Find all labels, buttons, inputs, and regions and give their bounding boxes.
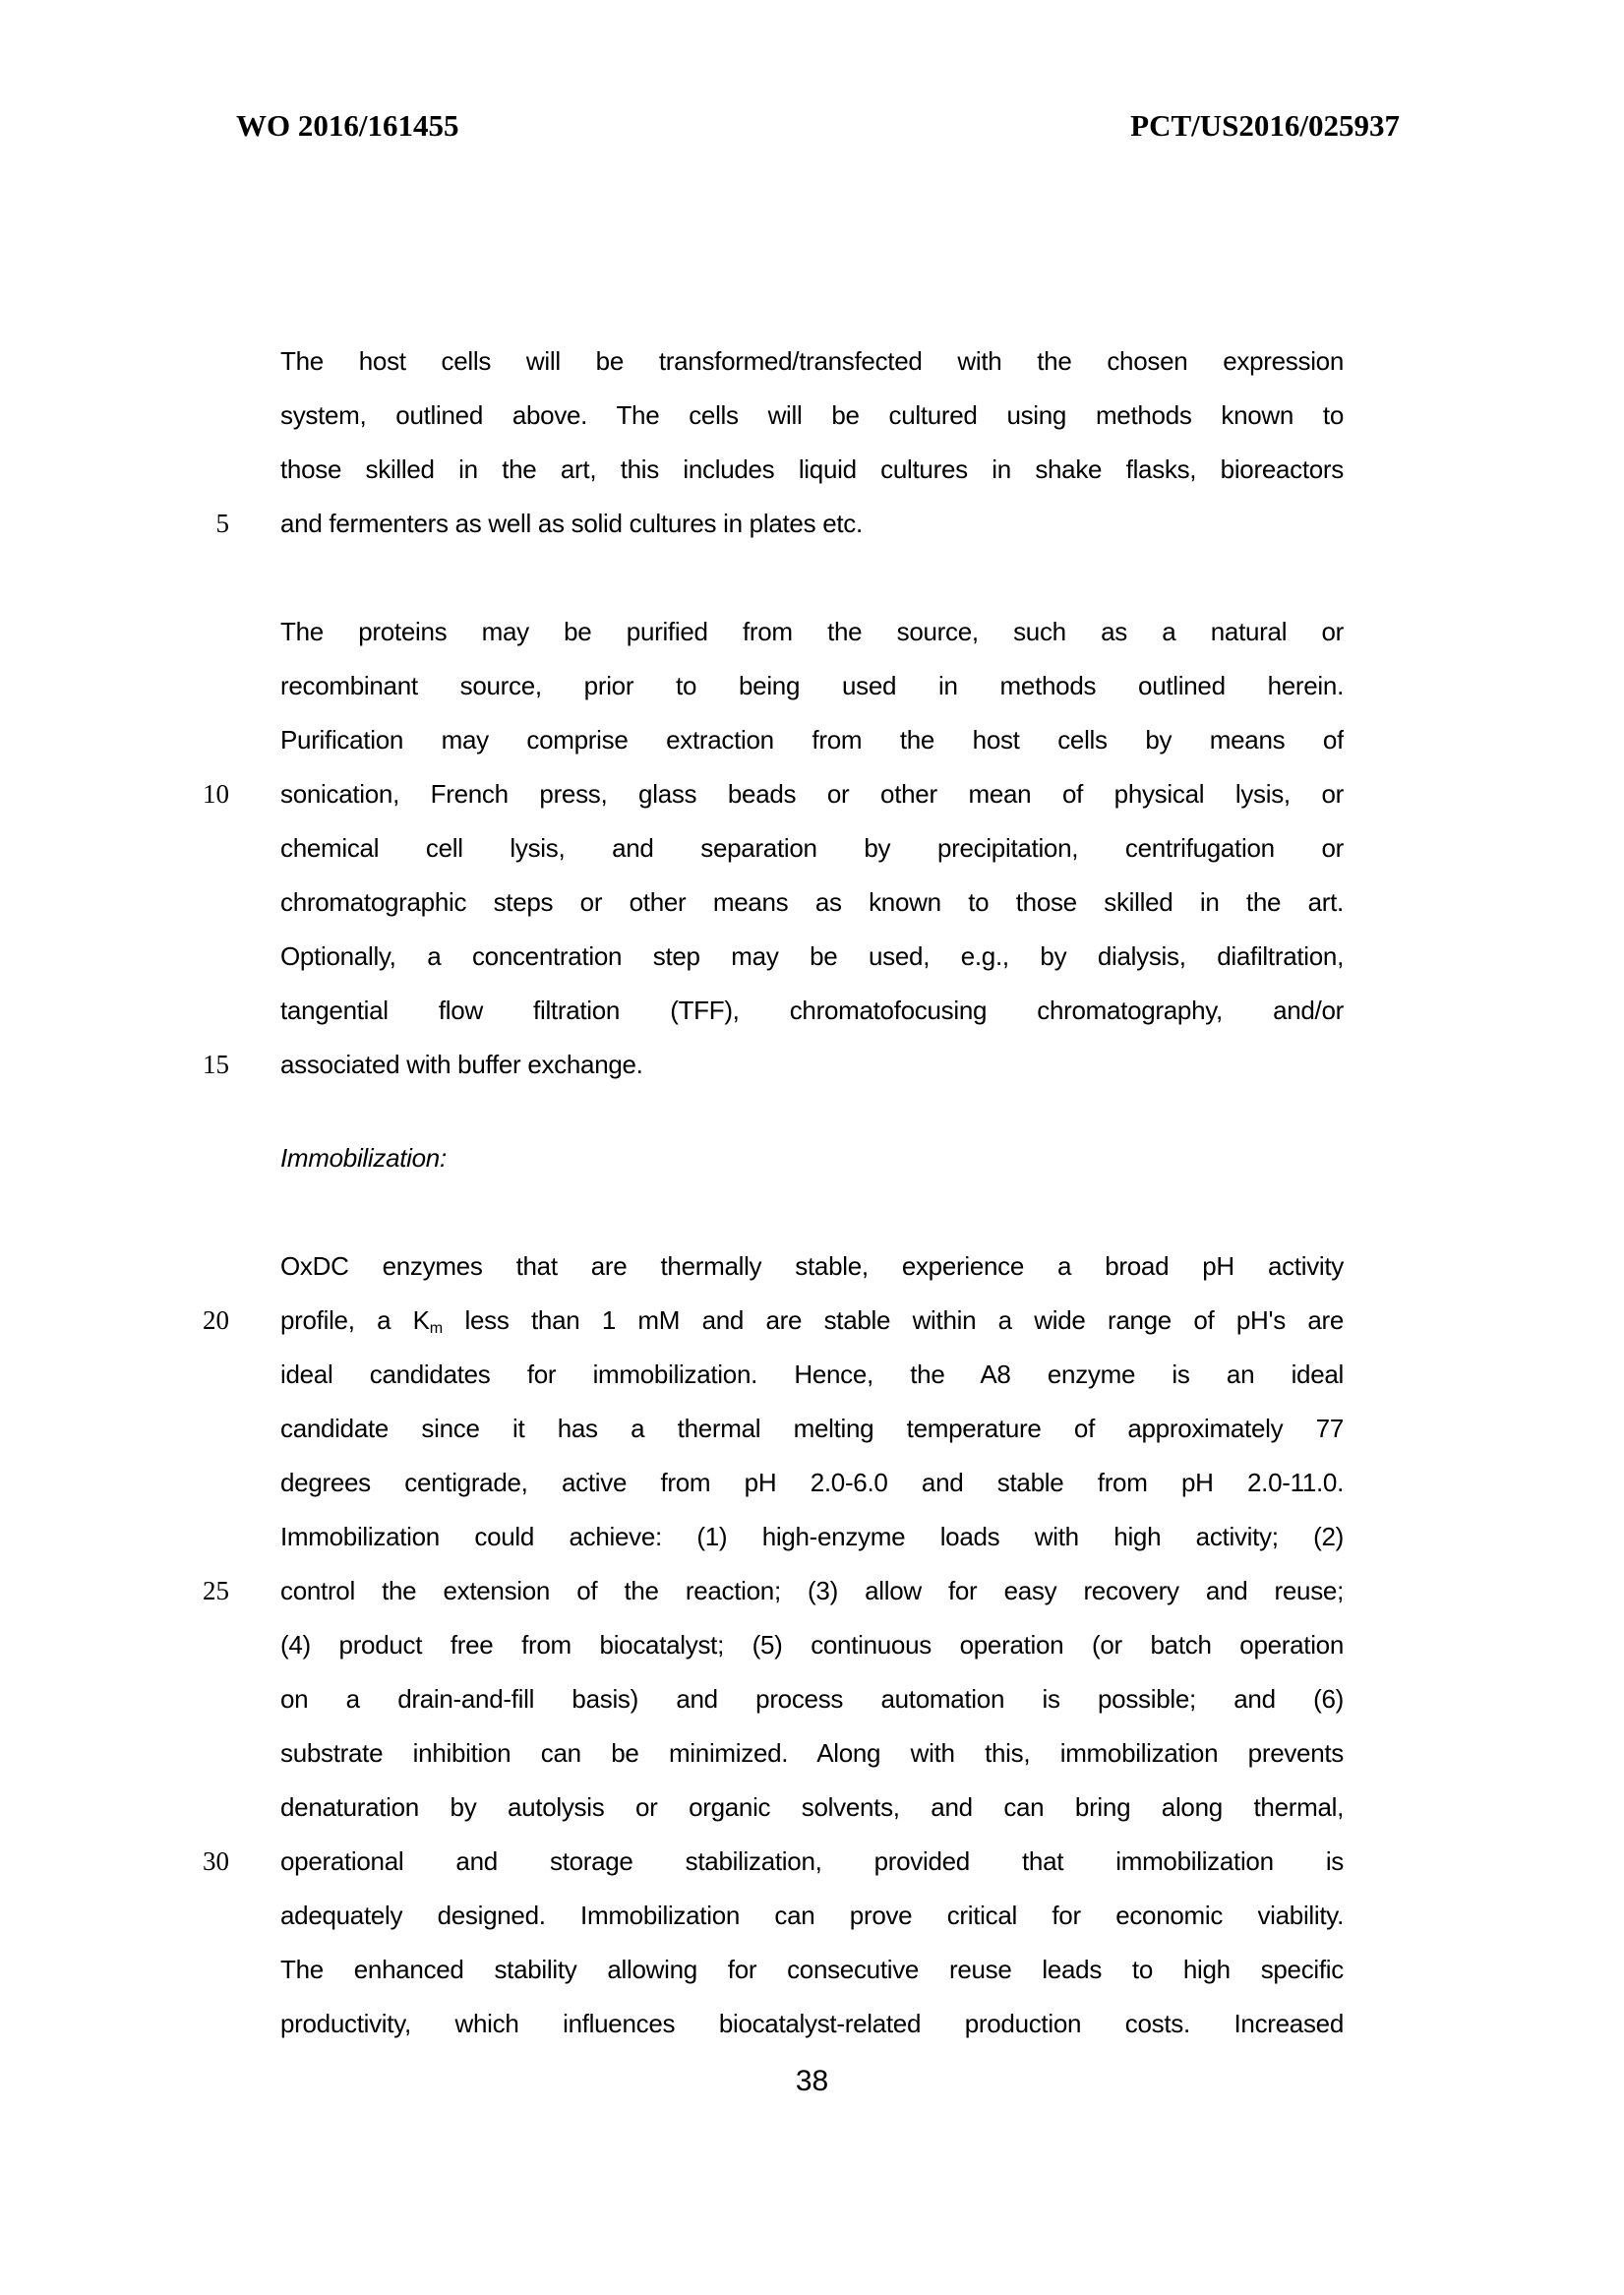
text-line — [280, 1294, 1344, 1348]
text-line-row — [148, 1239, 1344, 1294]
text-line: OxDC enzymes that are thermally stable, experience a broad pH activity — [280, 1251, 1344, 1281]
page-number-footer: 38 — [795, 2065, 829, 2097]
line-number — [148, 984, 280, 1038]
publication-number: WO 2016/161455 — [236, 108, 459, 143]
text-line: degrees centigrade, active from pH 2.0-6.0 and stable from pH 2.0-11.0. — [280, 1468, 1344, 1497]
line-number: 15 — [203, 1050, 229, 1079]
text-line-row — [148, 713, 1344, 767]
line-number — [148, 443, 280, 497]
text-line: denaturation by autolysis or organic solvents, and can bring along thermal, — [280, 1792, 1344, 1822]
text-line-row — [148, 1348, 1344, 1402]
text-line-row — [148, 1510, 1344, 1564]
line-number — [148, 1618, 280, 1672]
text-line-row — [148, 1943, 1344, 1997]
line-number — [148, 1239, 280, 1294]
text-line-row — [148, 1131, 1344, 1185]
text-line: The enhanced stability allowing for consecutive reuse leads to high specific — [280, 1955, 1344, 1984]
text-line-row — [148, 334, 1344, 389]
line-number: 5 — [215, 509, 229, 538]
line-number — [148, 1348, 280, 1402]
line-number — [148, 821, 280, 876]
text-line: system, outlined above. The cells will be cultured using methods known to — [280, 400, 1344, 430]
line-number: 30 — [203, 1846, 229, 1876]
text-line: productivity, which influences biocatalyst-related production costs. Increased — [280, 2009, 1344, 2038]
text-line-row — [148, 1564, 1344, 1618]
line-number — [148, 605, 280, 659]
line-number — [148, 713, 280, 767]
text-line-row — [148, 497, 1344, 551]
text-line: Optionally, a concentration step may be used, e.g., by dialysis, diafiltration, — [280, 941, 1344, 971]
text-line-row — [148, 389, 1344, 443]
text-line-row — [148, 1456, 1344, 1510]
application-number: PCT/US2016/025937 — [1130, 108, 1400, 143]
section-heading-block — [148, 1131, 1344, 1185]
line-number — [148, 1510, 280, 1564]
line-number — [148, 389, 280, 443]
paragraph-block — [148, 334, 1344, 551]
line-number — [148, 1889, 280, 1943]
text-line: candidate since it has a thermal melting temperature of approximately 77 — [280, 1414, 1344, 1443]
text-line-row — [148, 1672, 1344, 1726]
text-line-row — [148, 1889, 1344, 1943]
text-line-row — [148, 659, 1344, 713]
line-number — [148, 1402, 280, 1456]
line-number: 25 — [203, 1576, 229, 1605]
line-number — [148, 334, 280, 389]
text-line: chemical cell lysis, and separation by precipitation, centrifugation or — [280, 833, 1344, 863]
line-number: 10 — [203, 779, 229, 809]
paragraph-block — [148, 605, 1344, 1092]
text-line: substrate inhibition can be minimized. Along with this, immobilization prevents — [280, 1738, 1344, 1768]
text-line: tangential flow filtration (TFF), chromatofocusing chromatography, and/or — [280, 996, 1344, 1025]
text-line: and fermenters as well as solid cultures in plates etc. — [280, 509, 863, 538]
line-number — [148, 1672, 280, 1726]
line-number — [148, 876, 280, 930]
text-line-row — [148, 1402, 1344, 1456]
text-line: sonication, French press, glass beads or other mean of physical lysis, or — [280, 779, 1344, 809]
text-line-row — [148, 1038, 1344, 1092]
text-line: recombinant source, prior to being used in methods outlined herein. — [280, 671, 1344, 700]
text-line: those skilled in the art, this includes liquid cultures in shake flasks, bioreactors — [280, 454, 1344, 484]
text-line-row — [148, 930, 1344, 984]
text-line: (4) product free from biocatalyst; (5) continuous operation (or batch operation — [280, 1630, 1344, 1660]
text-line: associated with buffer exchange. — [280, 1050, 643, 1079]
text-line-row — [148, 1781, 1344, 1835]
text-line-row — [148, 605, 1344, 659]
line-number — [148, 1997, 280, 2051]
text-line: ideal candidates for immobilization. Hence, the A8 enzyme is an ideal — [280, 1359, 1344, 1389]
line-number — [148, 1131, 280, 1185]
text-line-row — [148, 984, 1344, 1038]
text-line: operational and storage stabilization, provided that immobilization is — [280, 1846, 1344, 1876]
text-line-row — [148, 767, 1344, 821]
text-line: chromatographic steps or other means as known to those skilled in the art. — [280, 887, 1344, 917]
text-line: Immobilization could achieve: (1) high-enzyme loads with high activity; (2) — [280, 1522, 1344, 1551]
text-segment: profile, a K — [280, 1305, 430, 1335]
line-number — [148, 1781, 280, 1835]
text-line-row — [148, 1835, 1344, 1889]
line-number — [148, 1943, 280, 1997]
line-number: 20 — [203, 1305, 229, 1335]
text-line-row — [148, 876, 1344, 930]
line-number — [148, 1726, 280, 1781]
text-line: control the extension of the reaction; (3) allow for easy recovery and reuse; — [280, 1576, 1344, 1605]
text-line: on a drain-and-fill basis) and process automation is possible; and (6) — [280, 1684, 1344, 1714]
text-line-row — [148, 1294, 1344, 1348]
text-line: Purification may comprise extraction from the host cells by means of — [280, 725, 1344, 755]
text-line: adequately designed. Immobilization can prove critical for economic viability. — [280, 1901, 1344, 1930]
line-number — [148, 659, 280, 713]
paragraph-block — [148, 1239, 1344, 2051]
text-line-row — [148, 821, 1344, 876]
text-line-row — [148, 1618, 1344, 1672]
text-line: The host cells will be transformed/transfected with the chosen expression — [280, 346, 1344, 376]
document-body — [148, 334, 1344, 2051]
line-number — [148, 1456, 280, 1510]
text-line-row — [148, 1726, 1344, 1781]
section-heading: Immobilization: — [280, 1143, 447, 1173]
subscript-text: m — [429, 1319, 444, 1338]
text-line-row — [148, 443, 1344, 497]
text-segment: less than 1 mM and are stable within a wide range of pH's are — [443, 1305, 1344, 1335]
line-number — [148, 930, 280, 984]
text-line-row — [148, 1997, 1344, 2051]
text-line: The proteins may be purified from the source, such as a natural or — [280, 617, 1344, 646]
